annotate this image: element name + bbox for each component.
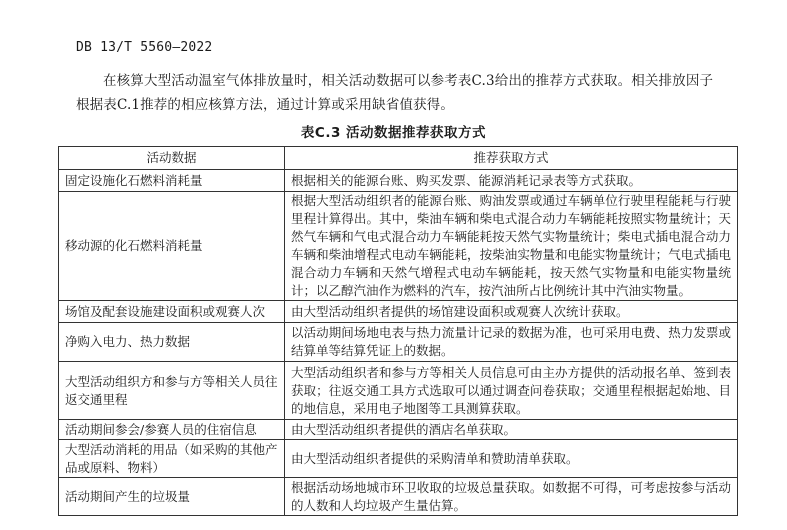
activity-data-cell: 大型活动消耗的用品（如采购的其他产品或原料、物料） [59, 440, 285, 478]
table-row [59, 362, 738, 420]
method-cell: 根据大型活动组织者的能源台账、购油发票或通过车辆单位行驶里程能耗与行驶里程计算得出。其中，柴油车辆和柴电式混合动力车辆能耗按照实物量统计；天然气车辆和气电式混合动力车辆能耗按天然气实物量统计；柴电式插电混合动力车辆和柴油增程式电动车辆能耗，按柴油实物量和电能实物量统计；气电式插电混合动力车辆和天然气增程式电动车辆能耗，按天然气实物量和电能实物量统计；以乙醇汽油作为燃料的汽车，按汽油所占比例统计其中汽油实物量。 [285, 192, 738, 301]
table-row [59, 420, 738, 440]
column-header-recommended-method: 推荐获取方式 [285, 147, 738, 170]
method-cell: 由大型活动组织者提供的场馆建设面积或观赛人次统计获取。 [285, 301, 738, 323]
activity-data-cell: 固定设施化石燃料消耗量 [59, 170, 285, 192]
activity-data-cell: 移动源的化石燃料消耗量 [59, 192, 285, 301]
table-header-row [59, 147, 738, 170]
table-row [59, 478, 738, 516]
table-title: 表C.3 活动数据推荐获取方式 [300, 125, 487, 141]
activity-data-table [58, 146, 738, 516]
table-row [59, 301, 738, 323]
table-row [59, 170, 738, 192]
method-cell: 根据相关的能源台账、购买发票、能源消耗记录表等方式获取。 [285, 170, 738, 192]
method-cell: 由大型活动组织者提供的酒店名单获取。 [285, 420, 738, 440]
table-row [59, 192, 738, 301]
activity-data-cell: 场馆及配套设施建设面积或观赛人次 [59, 301, 285, 323]
activity-data-cell: 活动期间参会/参赛人员的住宿信息 [59, 420, 285, 440]
method-cell: 以活动期间场地电表与热力流量计记录的数据为准，也可采用电费、热力发票或结算单等结算凭证上的数据。 [285, 323, 738, 362]
document-id: DB 13/T 5560—2022 [76, 40, 213, 55]
intro-paragraph: 在核算大型活动温室气体排放量时，相关活动数据可以参考表C.3给出的推荐方式获取。相关排放因子根据表C.1推荐的相应核算方法，通过计算或采用缺省值获得。 [76, 73, 714, 113]
activity-data-cell: 活动期间产生的垃圾量 [59, 478, 285, 516]
method-cell: 根据活动场地城市环卫收取的垃圾总量获取。如数据不可得，可考虑按参与活动的人数和人均垃圾产生量估算。 [285, 478, 738, 516]
table-row [59, 323, 738, 362]
method-cell: 由大型活动组织者提供的采购清单和赞助清单获取。 [285, 440, 738, 478]
column-header-activity-data: 活动数据 [59, 147, 285, 170]
activity-data-cell: 大型活动组织方和参与方等相关人员往返交通里程 [59, 362, 285, 420]
method-cell: 大型活动组织者和参与方等相关人员信息可由主办方提供的活动报名单、签到表获取；往返交通工具方式选取可以通过调查问卷获取；交通里程根据起始地、目的地信息，采用电子地图等工具测算获取。 [285, 362, 738, 420]
activity-data-cell: 净购入电力、热力数据 [59, 323, 285, 362]
table-row [59, 440, 738, 478]
